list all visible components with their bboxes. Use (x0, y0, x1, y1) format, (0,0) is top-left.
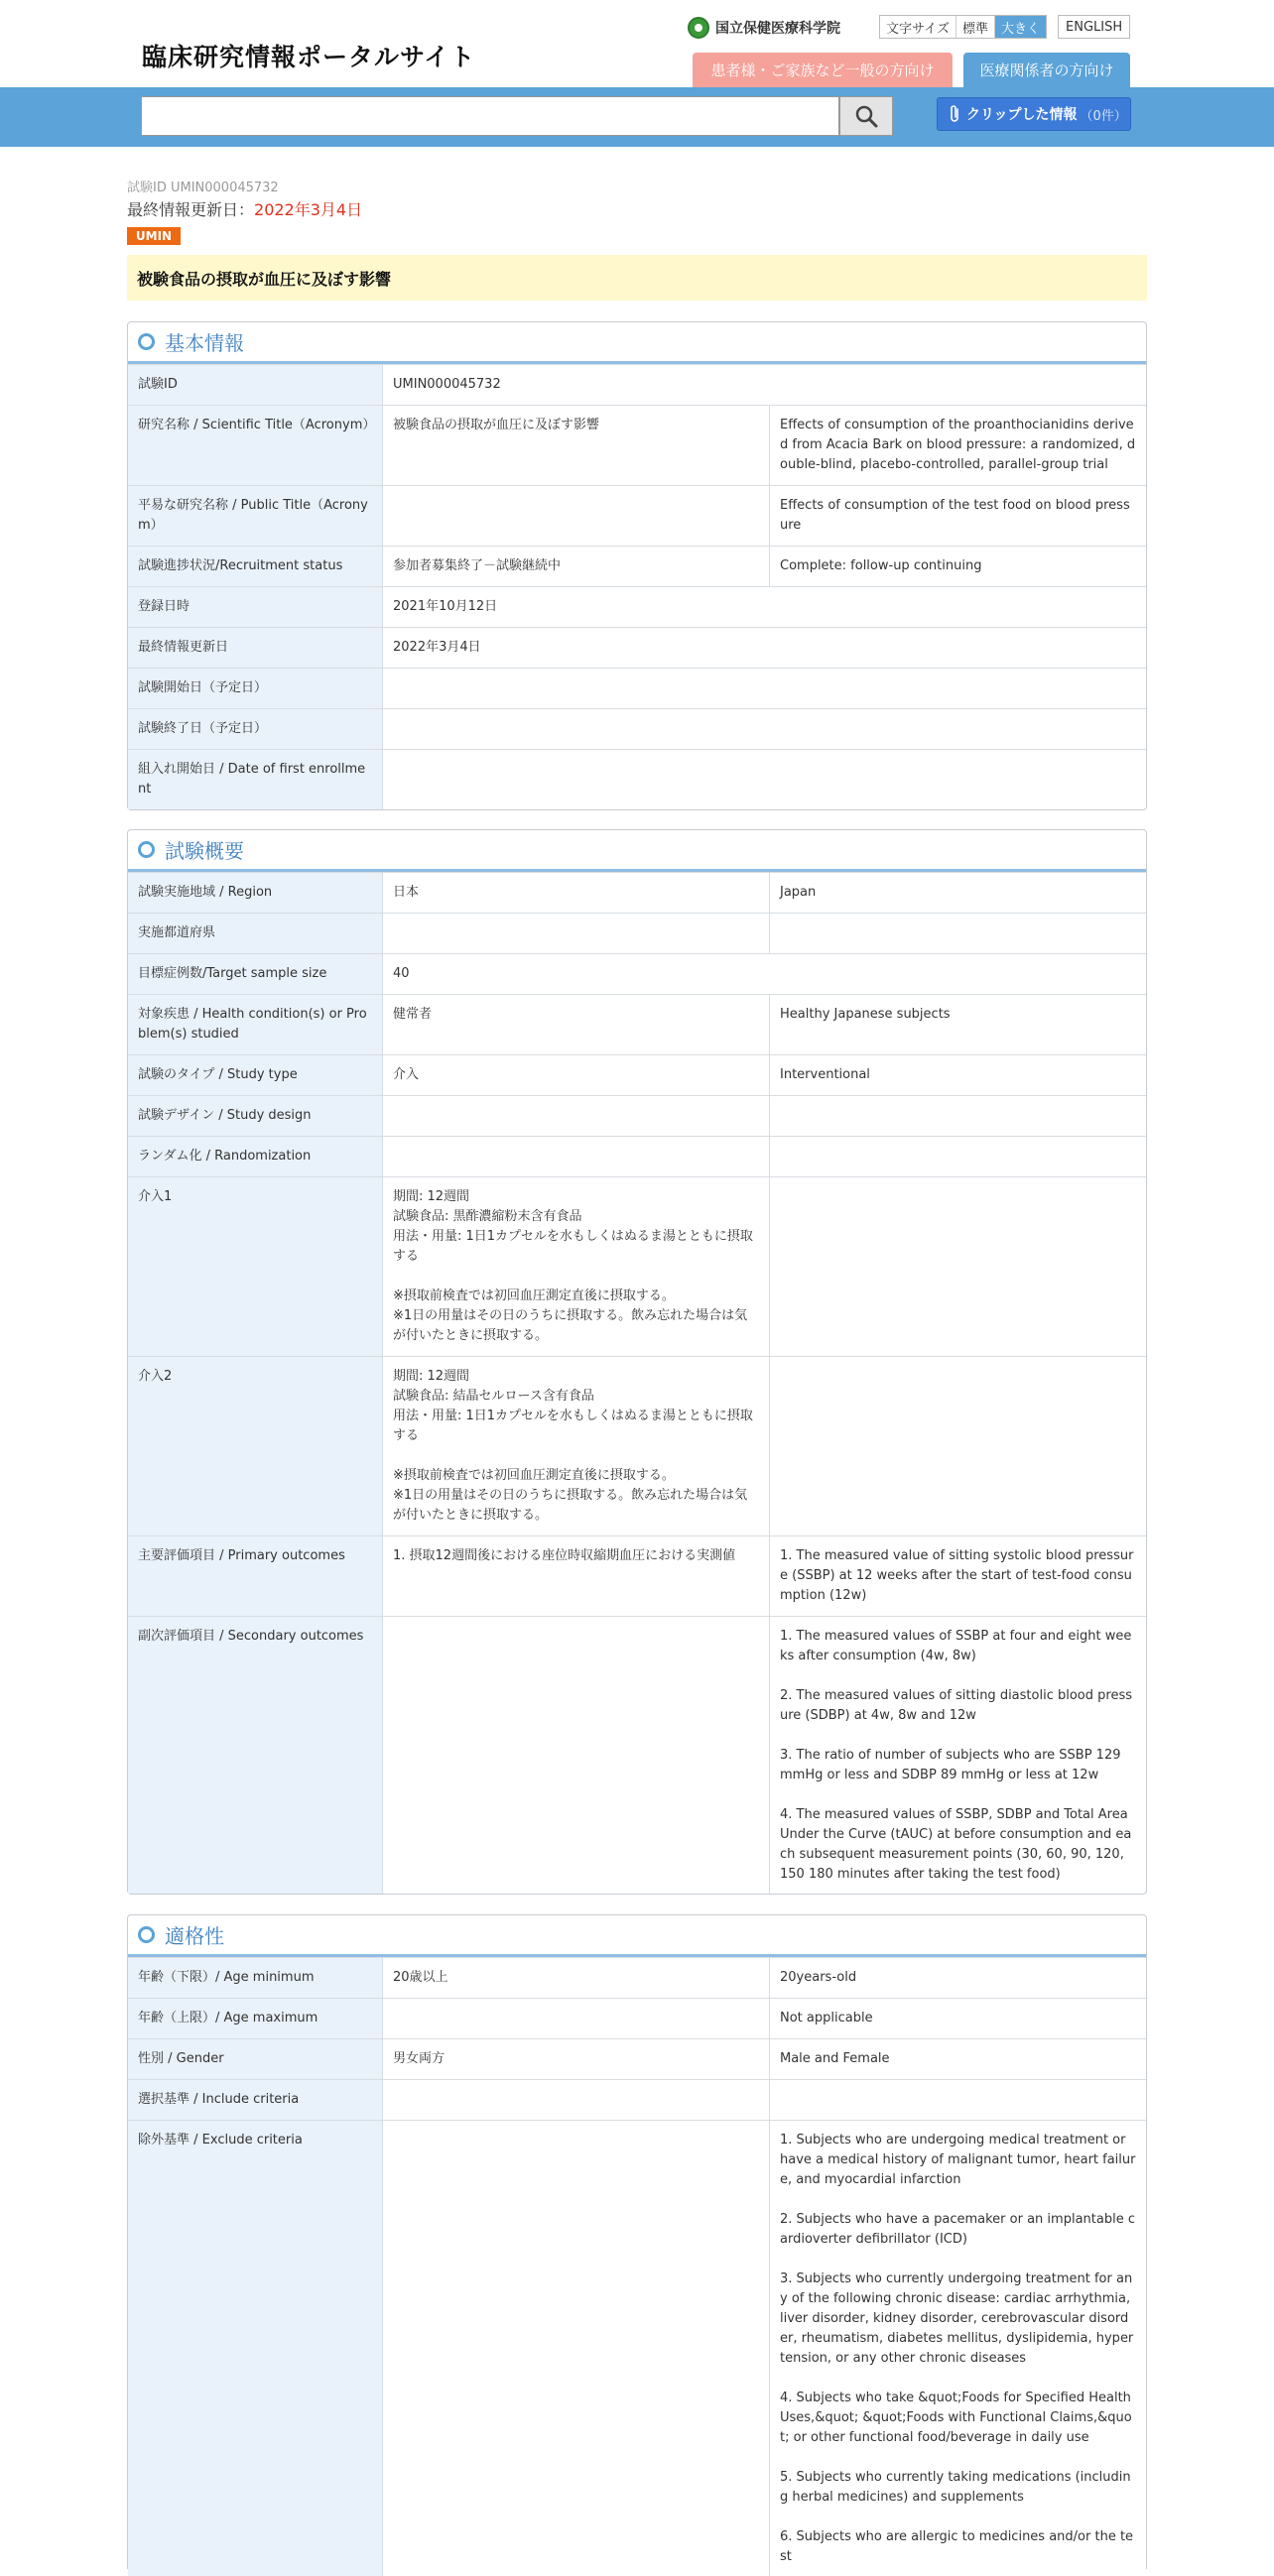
row-value-ja: 男女両方 (383, 2039, 770, 2079)
row-value (383, 750, 1146, 809)
table-row (128, 1616, 1146, 1894)
clip-count: （0件） (1080, 108, 1127, 124)
row-value-en: 1. The measured values of SSBP at four and eight weeks after consumption (4w, 8w) 2. The measured values of sitting diastolic blood pressure (SDBP) at 4w, 8w and 12w 3. The ratio of number of subjects who are SSBP 129 mmHg or less and SDBP 89 mmHg or less at 12w 4. The measured values of SSBP, SDBP and Total Area Under the Curve (tAUC) at before consumption and each subsequent measurement points (30, 60, 90, 120, 150 180 minutes after taking the test food) (780, 1629, 1132, 1882)
section-eligibility (127, 1914, 1147, 2569)
row-value-ja (383, 1096, 770, 1136)
row-value-en: Effects of consumption of the proanthocianidins derived from Acacia Bark on blood pressure: a randomized, double-blind, placebo-controlled, parallel-group trial (780, 418, 1136, 472)
table-row (128, 994, 1146, 1054)
row-label: ランダム化 / Randomization (128, 1137, 383, 1176)
row-value-ja (383, 2121, 770, 2576)
table-row (128, 1054, 1146, 1095)
row-label: 研究名称 / Scientific Title（Acronym） (128, 406, 383, 485)
row-value-ja (383, 1617, 770, 1894)
row-label: 試験実施地域 / Region (128, 873, 383, 913)
clip-label: クリップした情報 (966, 107, 1078, 123)
table-row (128, 1356, 1146, 1535)
table-row (128, 1998, 1146, 2038)
row-label: 除外基準 / Exclude criteria (128, 2121, 383, 2576)
row-label: 性別 / Gender (128, 2039, 383, 2079)
table-row (128, 708, 1146, 749)
english-button[interactable]: ENGLISH (1058, 15, 1130, 39)
row-label: 最終情報更新日 (128, 628, 383, 668)
section-circle-icon (138, 841, 155, 858)
row-label: 試験デザイン / Study design (128, 1096, 383, 1136)
row-value-en: Complete: follow-up continuing (780, 558, 982, 573)
row-value-en (770, 1177, 1146, 1356)
clipped-info-button[interactable] (937, 97, 1131, 131)
niph-emblem-icon (688, 17, 709, 39)
table-row (128, 586, 1146, 627)
updated-label: 最終情報更新日： (127, 200, 255, 219)
row-label: 試験のタイプ / Study type (128, 1055, 383, 1095)
row-label: 対象疾患 / Health condition(s) or Problem(s) studied (128, 995, 383, 1054)
search-button[interactable] (839, 96, 893, 136)
row-value-en (770, 1096, 1146, 1136)
row-value-ja: 20歳以上 (383, 1958, 770, 1998)
last-updated (127, 197, 362, 220)
table-row (128, 2120, 1146, 2576)
row-value-en: 1. Subjects who are undergoing medical treatment or have a medical history of malignant tumor, heart failure, and myocardial infarction 2. Subjects who have a pacemaker or an implantable cardioverter defibrillator (ICD) 3. Subjects who currently undergoing treatment for any of the following chronic disease: cardiac arrhythmia, liver disorder, kidney disorder, cerebrovascular disorder, rheumatism, diabetes mellitus, dyslipidemia, hypertension, or any other chronic diseases 4. Subjects who take &quot;Foods for Specified Health Uses,&quot; &quot;Foods with Functional Claims,&quot; or other functional food/beverage in daily use 5. Subjects who currently taking medications (including herbal medicines) and supplements 6. Subjects who are allergic to medicines and/or the test (780, 2133, 1136, 2564)
row-label: 副次評価項目 / Secondary outcomes (128, 1617, 383, 1894)
font-size-standard-button[interactable]: 標準 (956, 16, 995, 38)
row-label: 実施都道府県 (128, 914, 383, 953)
row-value-ja: 期間: 12週間 試験食品: 黒酢濃縮粉末含有食品 用法・用量: 1日1カプセルを水もしくはぬるま湯とともに摂取する ※摂取前検査では初回血圧測定直後に摂取する。 ※1日の用量はその日のうちに摂取する。飲み忘れた場合は気が付いたときに摂取する。 (383, 1177, 770, 1356)
row-label: 主要評価項目 / Primary outcomes (128, 1536, 383, 1616)
row-value-en: Effects of consumption of the test food on blood pressure (780, 498, 1130, 533)
table-row (128, 405, 1146, 485)
row-value: UMIN000045732 (393, 377, 501, 392)
row-value-en (770, 1137, 1146, 1176)
table-row (128, 668, 1146, 708)
row-value-ja: 期間: 12週間 試験食品: 結晶セルロース含有食品 用法・用量: 1日1カプセルを水もしくはぬるま湯とともに摂取する ※摂取前検査では初回血圧測定直後に摂取する。 ※1日の用量はその日のうちに摂取する。飲み忘れた場合は気が付いたときに摂取する。 (383, 1357, 770, 1535)
row-label: 組入れ開始日 / Date of first enrollment (128, 750, 383, 809)
tab-public[interactable]: 患者様・ご家族など一般の方向け (693, 53, 953, 87)
table-row (128, 953, 1146, 994)
niph-logo-link[interactable] (688, 16, 840, 40)
row-value-en: 1. The measured value of sitting systolic blood pressure (SSBP) at 12 weeks after the start of test-food consumption (12w) (780, 1548, 1134, 1603)
row-value-en: Healthy Japanese subjects (780, 1007, 951, 1022)
section-title: 適格性 (165, 1924, 224, 1948)
section-title: 基本情報 (165, 331, 244, 355)
table-row (128, 1136, 1146, 1176)
row-value: 40 (393, 966, 410, 981)
row-label: 試験進捗状況/Recruitment status (128, 547, 383, 586)
row-value-ja (383, 486, 770, 546)
section-circle-icon (138, 333, 155, 350)
row-value: 2021年10月12日 (393, 599, 498, 614)
table-row (128, 872, 1146, 913)
row-value-ja: 介入 (383, 1055, 770, 1095)
row-value-ja (383, 2080, 770, 2120)
section-circle-icon (138, 1926, 155, 1943)
row-value-en (770, 1357, 1146, 1535)
tab-medical[interactable]: 医療関係者の方向け (963, 53, 1130, 87)
row-value-ja (383, 1999, 770, 2038)
row-value-en (770, 2080, 1146, 2120)
row-value-ja: 参加者募集終了－試験継続中 (383, 547, 770, 586)
row-label: 試験開始日（予定日） (128, 669, 383, 708)
row-label: 年齢（下限）/ Age minimum (128, 1958, 383, 1998)
section-header (128, 322, 1146, 364)
font-size-large-button[interactable]: 大きく (995, 16, 1046, 38)
section-header (128, 1915, 1146, 1957)
section-trial-overview (127, 829, 1147, 1895)
paperclip-icon (948, 105, 961, 123)
table-row (128, 2038, 1146, 2079)
row-value-en: Interventional (780, 1067, 870, 1082)
search-icon (854, 104, 878, 128)
search-bar (0, 87, 1274, 147)
table-row (128, 364, 1146, 405)
umin-badge: UMIN (127, 227, 181, 245)
trial-title: 被験食品の摂取が血圧に及ぼす影響 (127, 255, 1147, 301)
table-row (128, 1957, 1146, 1998)
row-value-ja (383, 914, 770, 953)
row-label: 試験ID (128, 365, 383, 405)
row-label: 平易な研究名称 / Public Title（Acronym） (128, 486, 383, 546)
row-value-ja: 1. 摂取12週間後における座位時収縮期血圧における実測値 (383, 1536, 770, 1616)
row-value-ja: 被験食品の摂取が血圧に及ぼす影響 (383, 406, 770, 485)
table-row (128, 1095, 1146, 1136)
site-title[interactable]: 臨床研究情報ポータルサイト (142, 43, 476, 71)
section-basic-info (127, 321, 1147, 810)
row-label: 登録日時 (128, 587, 383, 627)
trial-id-caption: 試験ID UMIN000045732 (127, 181, 279, 195)
niph-name: 国立保健医療科学院 (715, 21, 840, 37)
row-value-en: Male and Female (780, 2051, 890, 2066)
table-row (128, 2079, 1146, 2120)
row-label: 介入1 (128, 1177, 383, 1356)
updated-date: 2022年3月4日 (254, 200, 363, 219)
row-value (383, 669, 1146, 708)
row-label: 試験終了日（予定日） (128, 709, 383, 749)
row-label: 介入2 (128, 1357, 383, 1535)
table-row (128, 1176, 1146, 1356)
row-value-en: Japan (780, 885, 817, 900)
row-value-en (770, 914, 1146, 953)
font-size-switcher (879, 15, 1047, 39)
row-label: 年齢（上限）/ Age maximum (128, 1999, 383, 2038)
table-row (128, 485, 1146, 546)
row-value (383, 709, 1146, 749)
row-value-ja (383, 1137, 770, 1176)
search-input[interactable] (141, 96, 839, 136)
row-value: 2022年3月4日 (393, 640, 481, 655)
table-row (128, 627, 1146, 668)
row-value-ja: 健常者 (383, 995, 770, 1054)
section-header (128, 830, 1146, 872)
section-title: 試験概要 (165, 839, 244, 863)
font-size-label: 文字サイズ (880, 16, 956, 38)
row-value-en: Not applicable (780, 2011, 873, 2025)
row-value-en: 20years-old (780, 1970, 857, 1985)
row-label: 選択基準 / Include criteria (128, 2080, 383, 2120)
table-row (128, 749, 1146, 809)
row-label: 目標症例数/Target sample size (128, 954, 383, 994)
site-header (0, 0, 1274, 87)
table-row (128, 913, 1146, 953)
table-row (128, 1535, 1146, 1616)
table-row (128, 546, 1146, 586)
row-value-ja: 日本 (383, 873, 770, 913)
